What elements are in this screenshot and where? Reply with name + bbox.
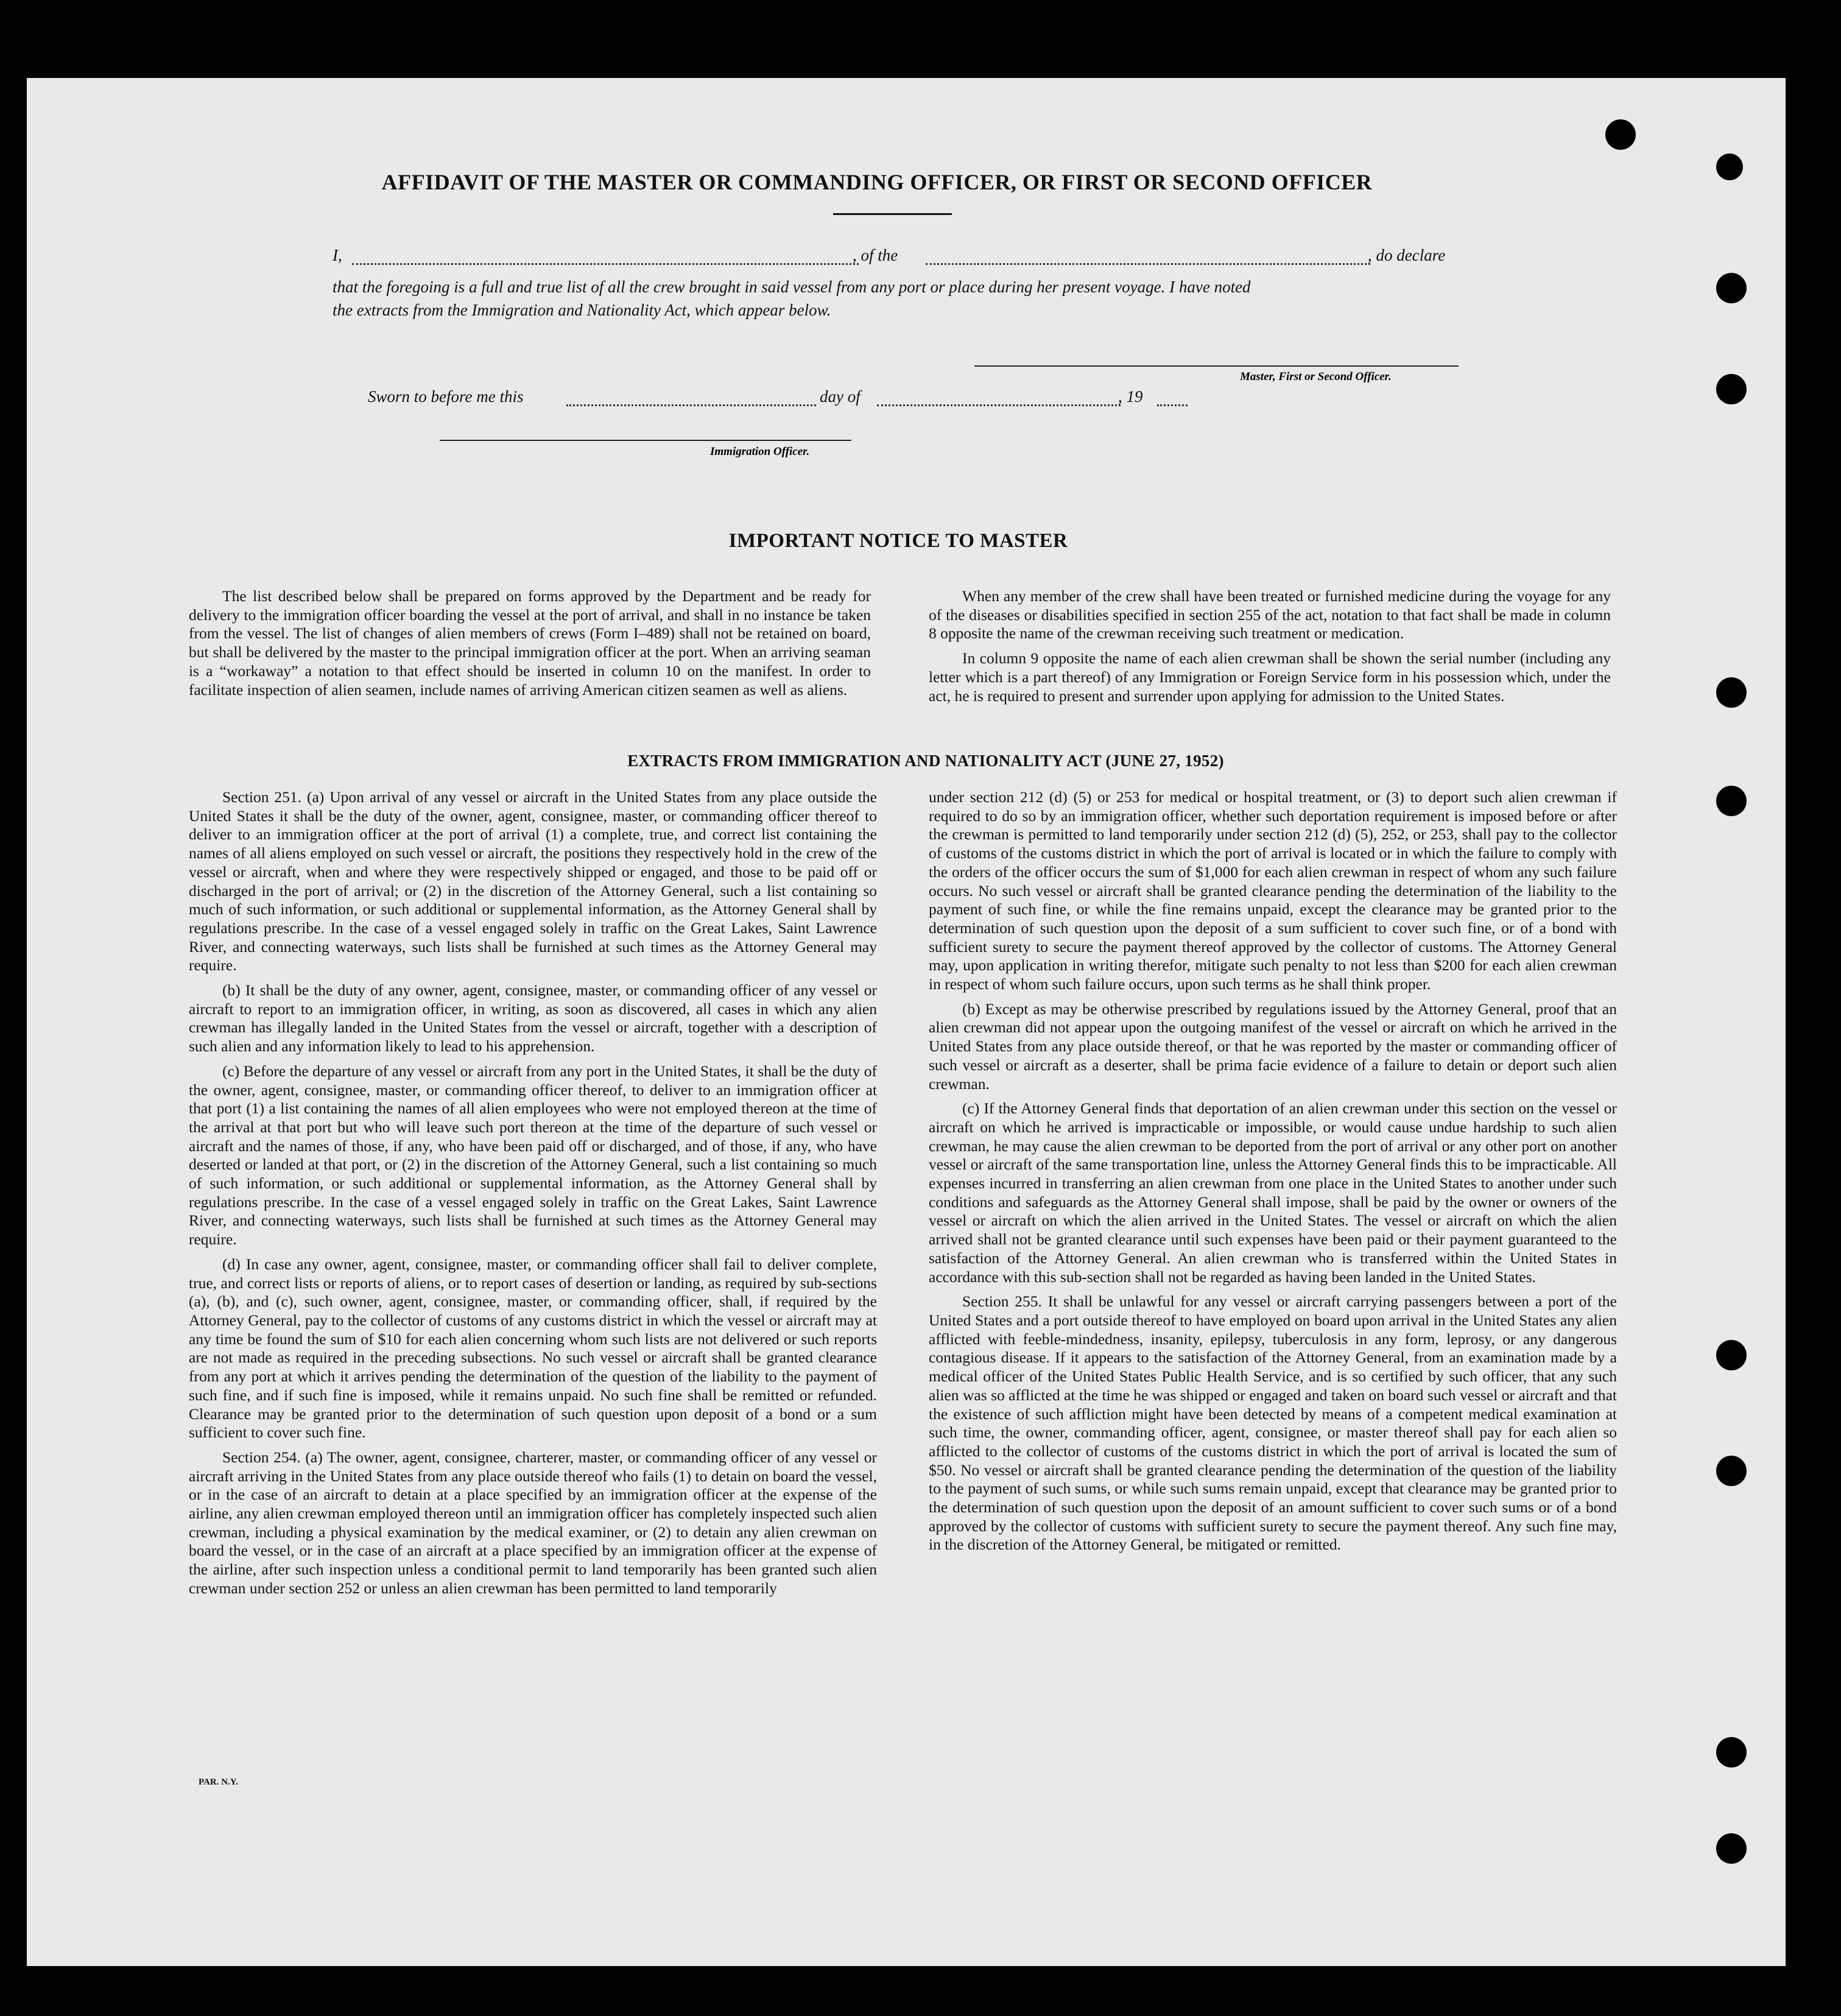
section-251d: (d) In case any owner, agent, consignee, master, or commanding officer shall fail to deliver complete, true, and correct lists or reports of aliens, or to report cases of desertion or landing, as required by sub-sections (a), (b), and (c), such owner, agent, consignee, master, or commanding officer, shall, if required by the Attorney General, pay to the collector of customs of any customs district in which the vessel or aircraft may at any time be found the sum of $10 for each alien concerning whom such lists are not delivered or such reports are not made as required in the preceding subsections. No such vessel or aircraft shall be granted clearance from any port at which it arrives pending the determination of the question of the liability to the payment of such fine, and if such fine is imposed, while it remains unpaid. No such fine shall be remitted or refunded. Clearance may be granted prior to the determination of such question upon deposit of a bond or a sum sufficient to cover such fine. (189, 1255, 877, 1442)
vessel-name-field[interactable] (926, 263, 1370, 265)
notice-right-column (929, 587, 1611, 711)
sworn-day-field[interactable] (566, 404, 816, 406)
section-254a-continued: under section 212 (d) (5) or 253 for medical or hospital treatment, or (3) to deport such alien crewman if required to do so by an immigration officer, whether such deportation requirement is imposed before or after the crewman is permitted to land temporarily under section 212 (d) (5), 252, or 253, shall pay to the collector of customs of the customs district in which the port of arrival is located or in which the failure to comply with the orders of the officer occurs the sum of $1,000 for each alien crewman in respect of whom any such failure occurs. No such vessel or aircraft shall be granted clearance pending the determination of the liability to the payment of such fine, or while the fine remains unpaid, except the clearance may be granted prior to the determination of such question upon the deposit of a sum sufficient to cover such fine, or of a bond with sufficient surety to secure the payment thereof approved by the collector of customs. The Attorney General may, upon application in writing therefor, mitigate such penalty to not less than $200 for each alien crewman in respect of whom such failure occurs, upon such terms as he shall think proper. (929, 788, 1617, 993)
vessel-label: , of the (853, 246, 898, 264)
declarant-label: I, (333, 246, 342, 264)
extracts-left-column (189, 788, 877, 1604)
master-signature-line[interactable] (974, 365, 1459, 367)
sworn-month-field[interactable] (877, 404, 1121, 406)
punch-hole (1716, 1456, 1747, 1486)
punch-hole (1716, 786, 1747, 816)
declare-label: , do declare (1368, 246, 1446, 264)
declaration-text-line2: the extracts from the Immigration and Nationality Act, which appear below. (333, 301, 831, 319)
notice-left-paragraph: The list described below shall be prepared on forms approved by the Department and be ready for delivery to the immigration officer boarding the vessel at the port of arrival, and shall in no instance be taken from the vessel. The list of changes of alien members of crews (Form I–489) shall not be retained on board, but shall be delivered by the master to the principal immigration officer at the port. When an arriving seaman is a “workaway” a notation to that effect should be inserted in column 10 on the manifest. In order to facilitate inspection of alien seamen, include names of arriving American citizen seamen as well as aliens. (189, 587, 871, 699)
sworn-label: Sworn to before me this (368, 387, 524, 406)
punch-hole (1716, 1340, 1747, 1370)
extracts-title: EXTRACTS FROM IMMIGRATION AND NATIONALITY ACT (JUNE 27, 1952) (627, 752, 1224, 770)
day-of-label: day of (820, 387, 861, 406)
section-254b: (b) Except as may be otherwise prescribed by regulations issued by the Attorney General, proof that an alien crewman did not appear upon the outgoing manifest of the vessel or aircraft on which he arrived in the United States from any place outside thereof, or that he was reported by the master or commanding officer of such vessel or aircraft as a deserter, shall be prima facie evidence of a failure to detain or deport such alien crewman. (929, 999, 1617, 1093)
section-251a: Section 251. (a) Upon arrival of any vessel or aircraft in the United States from any place outside the United States it shall be the duty of the owner, agent, consignee, master, or commanding officer thereof to deliver to an immigration officer at the port of arrival (1) a complete, true, and correct list containing the names of all aliens employed on such vessel or aircraft, the positions they respectively hold in the crew of the vessel or aircraft, when and where they were respectively shipped or engaged, and those to be paid off or discharged in the port of arrival; or (2) in the discretion of the Attorney General, such a list containing so much of such information, or such additional or supplemental information, as the Attorney General shall by regulations prescribe. In the case of a vessel engaged solely in traffic on the Great Lakes, Saint Lawrence River, and connecting waterways, such lists shall be furnished at such times as the Attorney General may require. (189, 788, 877, 975)
declaration-text-line1: that the foregoing is a full and true list of all the crew brought in said vessel from any port or place during her present voyage. I have noted (333, 278, 1251, 296)
section-251c: (c) Before the departure of any vessel or aircraft from any port in the United States, it shall be the duty of the owner, agent, consignee, master, or commanding officer thereof, to deliver to an immigration officer at that port (1) a list containing the names of all alien employees who were not employed thereon at the time of the arrival at that port but who will leave such port thereon at the time of the departure of such vessel or aircraft and the names of those, if any, who have been paid off or discharged, and of those, if any, who have deserted or landed at that port, or (2) in the discretion of the Attorney General, such a list containing so much of such information, or such additional or supplemental information, as the Attorney General shall by regulations prescribe. In the case of a vessel engaged solely in traffic on the Great Lakes, Saint Lawrence River, and connecting waterways, such lists shall be furnished at such times as the Attorney General may require. (189, 1062, 877, 1249)
punch-hole (1716, 1833, 1747, 1864)
notice-title: IMPORTANT NOTICE TO MASTER (728, 530, 1068, 552)
officer-signature-line[interactable] (440, 440, 851, 441)
extracts-right-column (929, 788, 1617, 1560)
notice-left-column (189, 587, 871, 705)
punch-hole (1605, 119, 1636, 150)
section-251b: (b) It shall be the duty of any owner, agent, consignee, master, or commanding officer of any vessel or aircraft to report to an immigration officer, in writing, as soon as discovered, all cases in which any alien crewman has illegally landed in the United States from the vessel or aircraft, together with a description of such alien and any information likely to lead to his apprehension. (189, 981, 877, 1056)
printer-mark: PAR. N.Y. (199, 1777, 239, 1787)
notice-right-paragraph-2: In column 9 opposite the name of each alien crewman shall be shown the serial number (including any letter which is a part thereof) of any Immigration or Foreign Service form in his possession which, under the act, he is required to present and surrender upon applying for admission to the United States. (929, 649, 1611, 705)
affidavit-title: AFFIDAVIT OF THE MASTER OR COMMANDING OFFICER, OR FIRST OR SECOND OFFICER (381, 170, 1373, 194)
sworn-year-field[interactable] (1157, 404, 1188, 406)
notice-right-paragraph-1: When any member of the crew shall have been treated or furnished medicine during the voyage for any of the diseases or disabilities specified in section 255 of the act, notation to that fact shall be made in column 8 opposite the name of the crewman receiving such treatment or medication. (929, 587, 1611, 643)
section-254c: (c) If the Attorney General finds that deportation of an alien crewman under this section on the vessel or aircraft on which he arrived is impracticable or impossible, or would cause undue hardship to such alien crewman, he may cause the alien crewman to be deported from the port of arrival or any other port on another vessel or aircraft of the same transportation line, unless the Attorney General finds this to be impracticable. All expenses incurred in transferring an alien crewman from one place in the United States to another under such conditions and safeguards as the Attorney General shall impose, shall be paid by the owner or owners of the vessel or aircraft on which the alien arrived in the United States. The vessel or aircraft on which the alien arrived shall not be granted clearance until such expenses have been paid or their payment guaranteed to the satisfaction of the Attorney General. An alien crewman who is transferred within the United States in accordance with this sub-section shall not be regarded as having been landed in the United States. (929, 1099, 1617, 1286)
master-signature-caption: Master, First or Second Officer. (1240, 370, 1392, 383)
punch-hole (1716, 153, 1743, 180)
section-254a: Section 254. (a) The owner, agent, consignee, charterer, master, or commanding officer of any vessel or aircraft arriving in the United States from any place outside thereof who fails (1) to detain on board the vessel, or in the case of an aircraft to detain at a place specified by an immigration officer at the expense of the airline, any alien crewman employed thereon until an immigration officer has completely inspected such alien crewman, including a physical examination by the medical examiner, or (2) to detain any alien crewman on board the vessel, or in the case of an aircraft at a place specified by an immigration officer at the expense of the airline, after such inspection unless a conditional permit to land temporarily has been granted such alien crewman under section 252 or unless an alien crewman has been permitted to land temporarily (189, 1448, 877, 1597)
punch-hole (1716, 1737, 1747, 1768)
title-rule (833, 213, 952, 215)
declarant-name-field[interactable] (352, 263, 859, 265)
year-label: , 19 (1118, 387, 1143, 406)
section-255: Section 255. It shall be unlawful for any vessel or aircraft carrying passengers between a port of the United States and a port outside thereof to have employed on board upon arrival in the United States any alien afflicted with feeble-mindedness, insanity, epilepsy, tuberculosis in any form, leprosy, or any dangerous contagious disease. If it appears to the satisfaction of the Attorney General, from an examination made by a medical officer of the United States Public Health Service, and is so certified by such officer, that any such alien was so afflicted at the time he was shipped or engaged and taken on board such vessel or aircraft and that the existence of such affliction might have been detected by means of a competent medical examination at such time, the owner, commanding officer, agent, consignee, or master thereof shall pay for each alien so afflicted to the collector of customs of the customs district in which the port of arrival is located the sum of $50. No vessel or aircraft shall be granted clearance pending the determination of the question of the liability to the payment of such sums, or while such sums remain unpaid, except that clearance may be granted prior to the determination of such question upon the deposit of an amount sufficient to cover such sums or of a bond approved by the collector of customs with sufficient surety to secure the payment thereof. Any such fine may, in the discretion of the Attorney General, be mitigated or remitted. (929, 1292, 1617, 1554)
officer-signature-caption: Immigration Officer. (710, 445, 810, 458)
punch-hole (1716, 273, 1747, 303)
punch-hole (1716, 374, 1747, 404)
punch-hole (1716, 677, 1747, 708)
